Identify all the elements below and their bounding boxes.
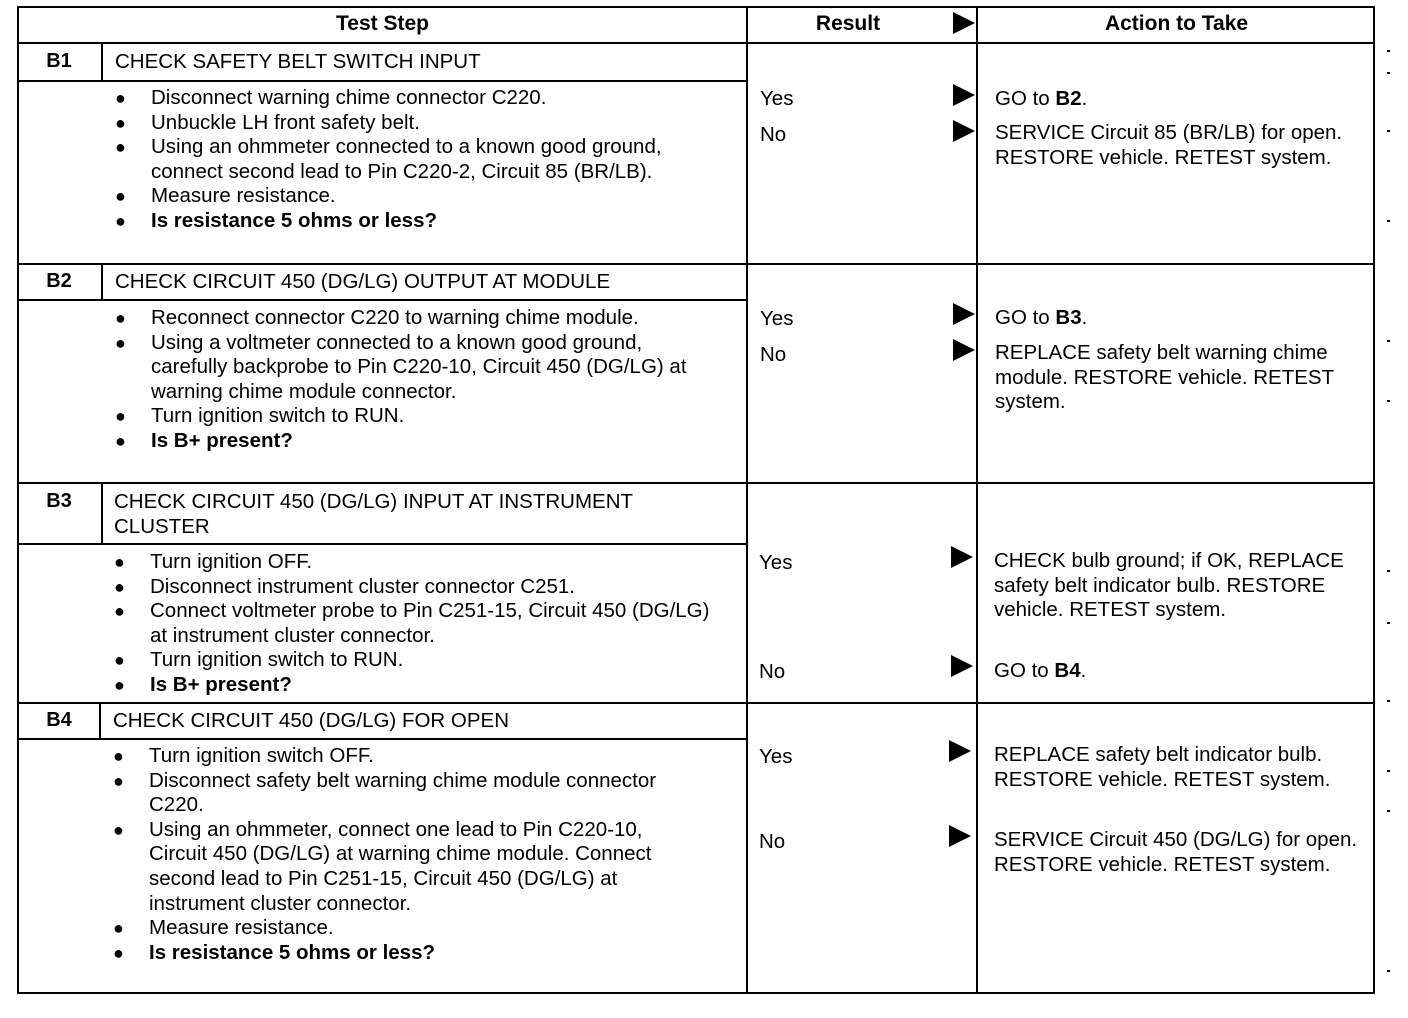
id-divider — [101, 42, 103, 82]
instruction: ● Unbuckle LH front safety belt. — [115, 111, 715, 136]
result-no: No — [759, 830, 786, 853]
diagnostic-table — [17, 6, 1375, 994]
instruction: ● Connect voltmeter probe to Pin C251-15, Circuit 450 (DG/LG) at instrument cluster connector. — [114, 599, 714, 648]
action-text: REPLACE safety belt indicator bulb. RESTORE vehicle. RETEST system. — [994, 743, 1331, 791]
instruction: ● Turn ignition switch to RUN. — [115, 404, 715, 429]
action-text: CHECK bulb ground; if OK, REPLACE safety belt indicator bulb. RESTORE vehicle. RETEST system. — [994, 549, 1344, 622]
arrow-icon — [949, 825, 971, 847]
id-divider — [99, 702, 101, 740]
action-text: SERVICE Circuit 85 (BR/LB) for open. RESTORE vehicle. RETEST system. — [995, 121, 1343, 169]
row-divider — [19, 80, 748, 82]
arrow-icon — [953, 84, 975, 106]
instruction: ● Reconnect connector C220 to warning chime module. — [115, 306, 715, 331]
step-instructions — [115, 86, 715, 234]
step-title: CHECK SAFETY BELT SWITCH INPUT — [115, 50, 481, 73]
id-divider — [101, 482, 103, 545]
instruction: ● Disconnect instrument cluster connector C251. — [114, 575, 714, 600]
action-text: GO to B4. — [994, 659, 1087, 682]
instruction-question: ● Is resistance 5 ohms or less? — [113, 941, 693, 966]
instruction: ● Using a voltmeter connected to a known good ground, carefully backprobe to Pin C220-10, Circuit 450 (DG/LG) at warning chime module connector. — [115, 331, 715, 405]
step-instructions — [113, 744, 693, 965]
step-divider — [19, 482, 1373, 484]
step-instructions — [115, 306, 715, 454]
scan-edge-marks — [1387, 10, 1391, 990]
arrow-icon — [953, 120, 975, 142]
step-id: B3 — [46, 490, 72, 512]
instruction: ● Disconnect safety belt warning chime module connector C220. — [113, 769, 693, 818]
arrow-icon — [951, 655, 973, 677]
header-divider — [19, 42, 1373, 44]
step-id: B1 — [46, 50, 72, 72]
header-result: Result — [815, 12, 881, 35]
step-title: CHECK CIRCUIT 450 (DG/LG) INPUT AT INSTRUMENT CLUSTER — [114, 490, 633, 538]
step-title: CHECK CIRCUIT 450 (DG/LG) OUTPUT AT MODULE — [115, 270, 611, 293]
header-action: Action to Take — [1104, 12, 1249, 35]
step-id: B4 — [46, 709, 72, 731]
result-yes: Yes — [760, 87, 794, 110]
arrow-icon — [953, 303, 975, 325]
result-no: No — [760, 123, 787, 146]
instruction: ● Measure resistance. — [113, 916, 693, 941]
instruction-question: ● Is B+ present? — [114, 673, 714, 698]
step-title: CHECK CIRCUIT 450 (DG/LG) FOR OPEN — [113, 709, 510, 732]
column-divider — [976, 8, 978, 992]
header-arrow-icon — [953, 12, 975, 34]
action-text: GO to B2. — [995, 87, 1088, 110]
header-test-step: Test Step — [336, 12, 429, 35]
step-id: B2 — [46, 270, 72, 292]
result-yes: Yes — [759, 551, 793, 574]
instruction: ● Disconnect warning chime connector C220. — [115, 86, 715, 111]
step-divider — [19, 702, 1373, 704]
result-yes: Yes — [760, 307, 794, 330]
instruction: ● Using an ohmmeter, connect one lead to Pin C220-10, Circuit 450 (DG/LG) at warning chime module. Connect second lead to Pin C251-15, Circuit 450 (DG/LG) at instrument cluster connector. — [113, 818, 693, 916]
column-divider — [746, 8, 748, 992]
result-no: No — [760, 343, 787, 366]
result-no: No — [759, 660, 786, 683]
instruction: ● Using an ohmmeter connected to a known good ground, connect second lead to Pin C220-2, Circuit 85 (BR/LB). — [115, 135, 715, 184]
instruction: ● Turn ignition switch OFF. — [113, 744, 693, 769]
row-divider — [19, 543, 748, 545]
step-instructions — [114, 550, 714, 698]
row-divider — [19, 299, 748, 301]
row-divider — [19, 738, 748, 740]
arrow-icon — [953, 339, 975, 361]
id-divider — [101, 263, 103, 301]
instruction-question: ● Is resistance 5 ohms or less? — [115, 209, 715, 234]
arrow-icon — [949, 740, 971, 762]
action-text: REPLACE safety belt warning chime module. RESTORE vehicle. RETEST system. — [995, 341, 1334, 414]
instruction: ● Turn ignition switch to RUN. — [114, 648, 714, 673]
arrow-icon — [951, 546, 973, 568]
instruction: ● Turn ignition OFF. — [114, 550, 714, 575]
instruction: ● Measure resistance. — [115, 184, 715, 209]
action-text: GO to B3. — [995, 306, 1088, 329]
result-yes: Yes — [759, 745, 793, 768]
instruction-question: ● Is B+ present? — [115, 429, 715, 454]
action-text: SERVICE Circuit 450 (DG/LG) for open. RESTORE vehicle. RETEST system. — [994, 828, 1358, 876]
step-divider — [19, 263, 1373, 265]
